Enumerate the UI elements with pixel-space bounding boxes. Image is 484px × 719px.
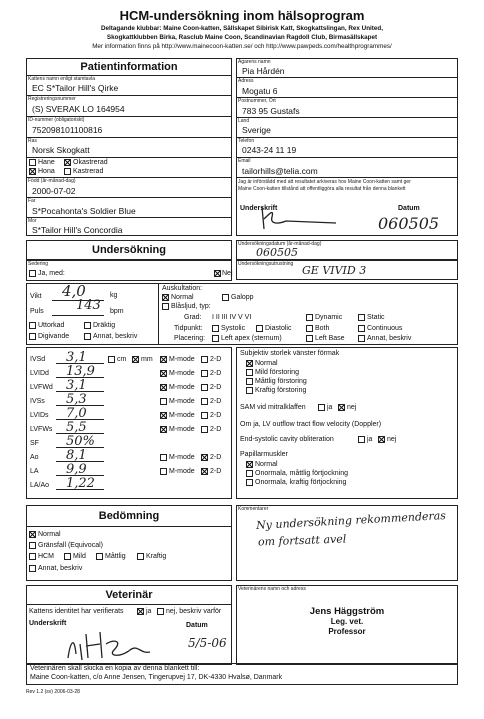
measurement-value: 5,3 bbox=[66, 392, 87, 407]
la-normal-label: Normal bbox=[255, 360, 278, 367]
mmode-checkbox[interactable] bbox=[160, 356, 167, 363]
continuous-checkbox[interactable] bbox=[358, 325, 365, 332]
cm-checkbox[interactable] bbox=[108, 356, 115, 363]
la-mattlig-label: Måttlig förstoring bbox=[255, 378, 307, 385]
hcm-kraftig-label: Kraftig bbox=[146, 553, 167, 560]
gransfall-label: Gränsfall (Equivocal) bbox=[38, 542, 103, 549]
mmode-label: M-mode bbox=[169, 370, 195, 377]
twod-label: 2-D bbox=[210, 384, 222, 391]
hcm-label: HCM bbox=[38, 553, 54, 560]
vet-signature-label: Underskrift bbox=[29, 620, 67, 627]
left-apex-checkbox[interactable] bbox=[212, 335, 219, 342]
owner-date-label: Datum bbox=[398, 205, 420, 212]
sam-nej-label: nej bbox=[347, 404, 357, 411]
la-mild-label: Mild förstoring bbox=[255, 369, 299, 376]
digivande-label: Digivande bbox=[38, 333, 70, 340]
hcm-mattlig-label: Måttlig bbox=[105, 553, 126, 560]
uttorkad-label: Uttorkad bbox=[38, 322, 65, 329]
twod-checkbox[interactable] bbox=[201, 454, 208, 461]
form-title: HCM-undersökning inom hälsoprogram bbox=[119, 8, 365, 23]
consent-line-1: Jag är införstådd med att resultatet arkiveras hos Maine Coon-katten samt ger bbox=[238, 179, 411, 185]
measurement-label: LA bbox=[30, 468, 39, 475]
sedation-ja-checkbox[interactable] bbox=[29, 270, 36, 277]
measurement-value: 13,9 bbox=[66, 364, 95, 379]
measurement-value: 3,1 bbox=[66, 378, 87, 393]
measurement-value: 7,0 bbox=[66, 406, 87, 421]
mmode-checkbox[interactable] bbox=[160, 370, 167, 377]
la-mild-checkbox[interactable] bbox=[246, 369, 253, 376]
pap-normal-checkbox[interactable] bbox=[246, 461, 253, 468]
measurement-label: LVFWd bbox=[30, 384, 53, 391]
mm-checkbox[interactable] bbox=[132, 356, 139, 363]
papillar-label: Papillarmuskler bbox=[240, 451, 288, 458]
owner-postal-field[interactable]: 783 95 Gustafs bbox=[242, 106, 300, 116]
vet-date-hw: 5/5-06 bbox=[188, 636, 227, 650]
pap-kraftig-checkbox[interactable] bbox=[246, 479, 253, 486]
twod-checkbox[interactable] bbox=[201, 412, 208, 419]
owner-email-label: Email bbox=[238, 158, 251, 164]
placering-label: Placering: bbox=[174, 335, 206, 342]
owner-name-label: Ägarens namn bbox=[238, 59, 271, 65]
measurement-value: 5,5 bbox=[66, 420, 87, 435]
identity-ja-label: ja bbox=[146, 608, 152, 615]
hcm-kraftig-checkbox[interactable] bbox=[137, 553, 144, 560]
mother-label: Mor bbox=[28, 218, 37, 224]
sedation-label: Sedering bbox=[28, 261, 49, 267]
measurement-label: LVIDd bbox=[30, 370, 49, 377]
breed-label: Ras bbox=[28, 138, 37, 144]
blasljud-checkbox[interactable] bbox=[162, 303, 169, 310]
gransfall-checkbox[interactable] bbox=[29, 542, 36, 549]
dob-label: Född (år-månad-dag) bbox=[28, 178, 76, 184]
measurement-label: SF bbox=[30, 440, 39, 447]
twod-label: 2-D bbox=[210, 370, 222, 377]
sedation-nej-checkbox[interactable] bbox=[214, 270, 221, 277]
static-label: Static bbox=[367, 314, 385, 321]
mmode-checkbox[interactable] bbox=[160, 398, 167, 405]
measurement-label: LVIDs bbox=[30, 412, 49, 419]
measurement-underline bbox=[56, 489, 104, 490]
owner-address-label: Adress bbox=[238, 78, 254, 84]
twod-label: 2-D bbox=[210, 426, 222, 433]
exam-section-title: Undersökning bbox=[92, 244, 166, 256]
clubs-line-1: Deltagande klubbar: Maine Coon-katten, Sällskapet Sibirisk Katt, Skogkattslingan, Rex United, bbox=[100, 25, 384, 32]
twod-checkbox[interactable] bbox=[201, 356, 208, 363]
vet-date-label: Datum bbox=[186, 622, 208, 629]
hcm-checkbox[interactable] bbox=[29, 553, 36, 560]
sam-ja-label: ja bbox=[327, 404, 333, 411]
info-line: Mer information finns på http://www.mainecoon-katten.se/ och http://www.pawpeds.com/healthprogrammes/ bbox=[92, 43, 392, 50]
mmode-label: M-mode bbox=[169, 384, 195, 391]
twod-checkbox[interactable] bbox=[201, 426, 208, 433]
okastrerad-label: Okastrerad bbox=[73, 159, 108, 166]
la-kraftig-label: Kraftig förstoring bbox=[255, 387, 307, 394]
assess-normal-label: Normal bbox=[38, 531, 61, 538]
measurement-label: LVFWs bbox=[30, 426, 53, 433]
mmode-label: M-mode bbox=[169, 412, 195, 419]
twod-checkbox[interactable] bbox=[201, 384, 208, 391]
diastolic-label: Diastolic bbox=[265, 325, 292, 332]
drektig-checkbox[interactable] bbox=[84, 322, 91, 329]
exam-date-label: Undersökningsdatum (år-månad-dag) bbox=[238, 241, 322, 247]
comment-line-2: om fortsatt avel bbox=[257, 532, 347, 549]
okastrerad-checkbox[interactable] bbox=[64, 159, 71, 166]
identity-nej-label: nej, beskriv varför bbox=[166, 608, 222, 615]
breed-field[interactable]: Norsk Skogkatt bbox=[32, 145, 90, 155]
clubs-line-2: Skogkattklubben Birka, Rasclub Maine Coon, Scandinavian Ragdoll Club, Birmasällskapet bbox=[106, 34, 378, 41]
grad-label: Grad: bbox=[184, 314, 202, 321]
mmode-checkbox[interactable] bbox=[160, 412, 167, 419]
vet-title: Veterinär bbox=[105, 589, 153, 601]
hona-checkbox[interactable] bbox=[29, 168, 36, 175]
both-label: Both bbox=[315, 325, 330, 332]
kastrerad-label: Kastrerad bbox=[73, 168, 104, 175]
stamp-title-2: Professor bbox=[328, 627, 366, 636]
father-field[interactable]: S*Pocahonta's Soldier Blue bbox=[32, 206, 136, 216]
continuous-label: Continuous bbox=[367, 325, 403, 332]
identity-ja-checkbox[interactable] bbox=[137, 608, 144, 615]
twod-checkbox[interactable] bbox=[201, 468, 208, 475]
stamp-name: Jens Häggström bbox=[309, 606, 385, 617]
uttorkad-checkbox[interactable] bbox=[29, 322, 36, 329]
findings-title: Subjektiv storlek vänster förmak bbox=[240, 350, 340, 357]
identity-label: Kattens identitet har verifierats bbox=[29, 608, 124, 615]
sam-label: SAM vid mitralklaffen bbox=[240, 404, 306, 411]
la-mattlig-checkbox[interactable] bbox=[246, 378, 253, 385]
hcm-mild-checkbox[interactable] bbox=[64, 553, 71, 560]
annat-label: Annat, beskriv bbox=[93, 333, 138, 340]
puls-label: Puls bbox=[30, 308, 44, 315]
footer-line-2: Maine Coon-katten, c/o Anne Jensen, Tingerupvej 17, DK-4330 Hvalsø, Danmark bbox=[30, 674, 283, 681]
mmode-label: M-mode bbox=[169, 426, 195, 433]
reg-field[interactable]: (S) SVERAK LO 164954 bbox=[32, 104, 125, 114]
owner-country-label: Land bbox=[238, 118, 250, 124]
sedation-nej-label: Nej bbox=[222, 270, 233, 277]
sam-nej-checkbox[interactable] bbox=[338, 404, 345, 411]
vet-signature bbox=[60, 624, 160, 664]
blasljud-label: Blåsljud, typ: bbox=[171, 303, 211, 310]
systolic-label: Systolic bbox=[221, 325, 246, 332]
dynamic-checkbox[interactable] bbox=[306, 314, 313, 321]
twod-checkbox[interactable] bbox=[201, 398, 208, 405]
esco-ja-checkbox[interactable] bbox=[358, 436, 365, 443]
owner-postal-label: Postnummer, Ort bbox=[238, 98, 276, 104]
drektig-label: Dräktig bbox=[93, 322, 116, 329]
grades: I II III IV V VI bbox=[212, 314, 252, 321]
measurement-value: 3,1 bbox=[66, 350, 87, 365]
vikt-unit: kg bbox=[110, 292, 118, 299]
mmode-checkbox[interactable] bbox=[160, 426, 167, 433]
mother-field[interactable]: S*Tailor Hill's Concordia bbox=[32, 225, 123, 235]
assess-annat-checkbox[interactable] bbox=[29, 565, 36, 572]
vikt-hw: 4,0 bbox=[62, 282, 86, 300]
mm-label: mm bbox=[141, 356, 153, 363]
exam-date-hw: 060505 bbox=[256, 246, 298, 259]
measurement-label: LA/Ao bbox=[30, 482, 50, 489]
identity-nej-checkbox[interactable] bbox=[157, 608, 164, 615]
stamp-title-1: Leg. vet. bbox=[330, 617, 364, 626]
both-checkbox[interactable] bbox=[306, 325, 313, 332]
lvot-label: Om ja, LV outflow tract flow velocity (Doppler) bbox=[240, 421, 382, 428]
pap-mattlig-label: Onormala, måttlig förtjockning bbox=[255, 470, 348, 477]
hcm-mild-label: Mild bbox=[73, 553, 86, 560]
mmode-label: M-mode bbox=[169, 356, 195, 363]
dynamic-label: Dynamic bbox=[315, 314, 343, 321]
twod-label: 2-D bbox=[210, 468, 222, 475]
pap-kraftig-label: Onormala, kraftig förtjockning bbox=[255, 479, 347, 486]
equipment-label: Undersökningsutrustning bbox=[238, 261, 294, 267]
galopp-checkbox[interactable] bbox=[222, 294, 229, 301]
measurement-value: 8,1 bbox=[66, 448, 87, 463]
owner-country-field[interactable]: Sverige bbox=[242, 125, 271, 135]
systolic-checkbox[interactable] bbox=[212, 325, 219, 332]
owner-name-field[interactable]: Pia Hårdén bbox=[242, 66, 285, 76]
ausk-normal-checkbox[interactable] bbox=[162, 294, 169, 301]
owner-date-hw: 060505 bbox=[378, 214, 440, 233]
measurement-value: 50% bbox=[66, 434, 95, 449]
mmode-label: M-mode bbox=[169, 398, 195, 405]
vet-name-label: Veterinärens namn och adress bbox=[238, 586, 306, 592]
kastrerad-checkbox[interactable] bbox=[64, 168, 71, 175]
dob-field[interactable]: 2000-07-02 bbox=[32, 186, 76, 196]
mmode-checkbox[interactable] bbox=[160, 384, 167, 391]
left-apex-label: Left apex (sternum) bbox=[221, 335, 282, 342]
la-normal-checkbox[interactable] bbox=[246, 360, 253, 367]
esco-label: End-systolic cavity obliteration bbox=[240, 436, 334, 443]
sedation-ja-label: Ja, med: bbox=[38, 270, 65, 277]
id-field[interactable]: 752098101100816 bbox=[32, 125, 103, 135]
reg-label: Registreringsnummer bbox=[28, 96, 76, 102]
owner-address-field[interactable]: Mogatu 6 bbox=[242, 86, 278, 96]
owner-signature-label: Underskrift bbox=[240, 205, 278, 212]
mmode-label: M-mode bbox=[169, 454, 195, 461]
annat-beskriv-label: Annat, beskriv bbox=[367, 335, 412, 342]
ausk-normal-label: Normal bbox=[171, 294, 194, 301]
left-base-label: Left Base bbox=[315, 335, 345, 342]
twod-label: 2-D bbox=[210, 356, 222, 363]
digivande-checkbox[interactable] bbox=[29, 333, 36, 340]
comment-line-1: Ny undersökning rekommenderas bbox=[255, 509, 447, 532]
equipment-hw: GE VIVID 3 bbox=[302, 264, 367, 277]
left-base-checkbox[interactable] bbox=[306, 335, 313, 342]
esco-ja-label: ja bbox=[367, 436, 373, 443]
puls-unit: bpm bbox=[110, 308, 124, 315]
footer-line-1: Veterinären skall skicka en kopia av denna blankett till: bbox=[30, 665, 200, 672]
assess-normal-checkbox[interactable] bbox=[29, 531, 36, 538]
cat-name-field[interactable]: EC S*Tailor Hill's Qirke bbox=[32, 83, 119, 93]
tidpunkt-label: Tidpunkt: bbox=[174, 325, 203, 332]
owner-phone-field[interactable]: 0243-24 11 19 bbox=[242, 145, 297, 155]
puls-hw: 143 bbox=[76, 298, 101, 313]
twod-label: 2-D bbox=[210, 454, 222, 461]
assess-annat-label: Annat, beskriv bbox=[38, 565, 83, 572]
mmode-checkbox[interactable] bbox=[160, 454, 167, 461]
father-label: Far bbox=[28, 198, 36, 204]
measurement-value: 9,9 bbox=[66, 462, 87, 477]
measurement-label: IVSd bbox=[30, 356, 46, 363]
mmode-checkbox[interactable] bbox=[160, 468, 167, 475]
twod-label: 2-D bbox=[210, 398, 222, 405]
comments-label: Kommentarer bbox=[238, 506, 269, 512]
cat-name-label: Kattens namn enligt stamtavla bbox=[28, 76, 95, 82]
twod-label: 2-D bbox=[210, 412, 222, 419]
la-kraftig-checkbox[interactable] bbox=[246, 387, 253, 394]
pap-normal-label: Normal bbox=[255, 461, 278, 468]
static-checkbox[interactable] bbox=[358, 314, 365, 321]
diastolic-checkbox[interactable] bbox=[256, 325, 263, 332]
owner-phone-label: Telefon bbox=[238, 138, 255, 144]
measurement-label: Ao bbox=[30, 454, 39, 461]
twod-checkbox[interactable] bbox=[201, 370, 208, 377]
owner-signature bbox=[256, 203, 346, 233]
auskultation-label: Auskultation: bbox=[162, 285, 203, 292]
hona-label: Hona bbox=[38, 168, 55, 175]
annat-beskriv-checkbox[interactable] bbox=[358, 335, 365, 342]
measurement-label: IVSs bbox=[30, 398, 45, 405]
mmode-label: M-mode bbox=[169, 468, 195, 475]
patient-section-title: Patientinformation bbox=[80, 61, 178, 73]
hane-checkbox[interactable] bbox=[29, 159, 36, 166]
annat-checkbox[interactable] bbox=[84, 333, 91, 340]
owner-email-field[interactable]: tailorhills@telia.com bbox=[242, 166, 318, 176]
cm-label: cm bbox=[117, 356, 127, 363]
sam-ja-checkbox[interactable] bbox=[318, 404, 325, 411]
esco-nej-checkbox[interactable] bbox=[378, 436, 385, 443]
galopp-label: Galopp bbox=[231, 294, 254, 301]
assessment-title: Bedömning bbox=[98, 510, 160, 522]
consent-line-2: Maine Coon-katten tillstånd att offentliggöra alla resultat från denna blankett bbox=[238, 186, 406, 192]
hcm-mattlig-checkbox[interactable] bbox=[96, 553, 103, 560]
esco-nej-label: nej bbox=[387, 436, 397, 443]
revision: Rev 1.2 (sv) 2006-03-28 bbox=[26, 689, 80, 695]
id-label: ID-nummer (obligatoriskt) bbox=[28, 117, 85, 123]
pap-mattlig-checkbox[interactable] bbox=[246, 470, 253, 477]
hane-label: Hane bbox=[38, 159, 55, 166]
measurement-value: 1,22 bbox=[66, 476, 95, 491]
vikt-label: Vikt bbox=[30, 293, 42, 300]
